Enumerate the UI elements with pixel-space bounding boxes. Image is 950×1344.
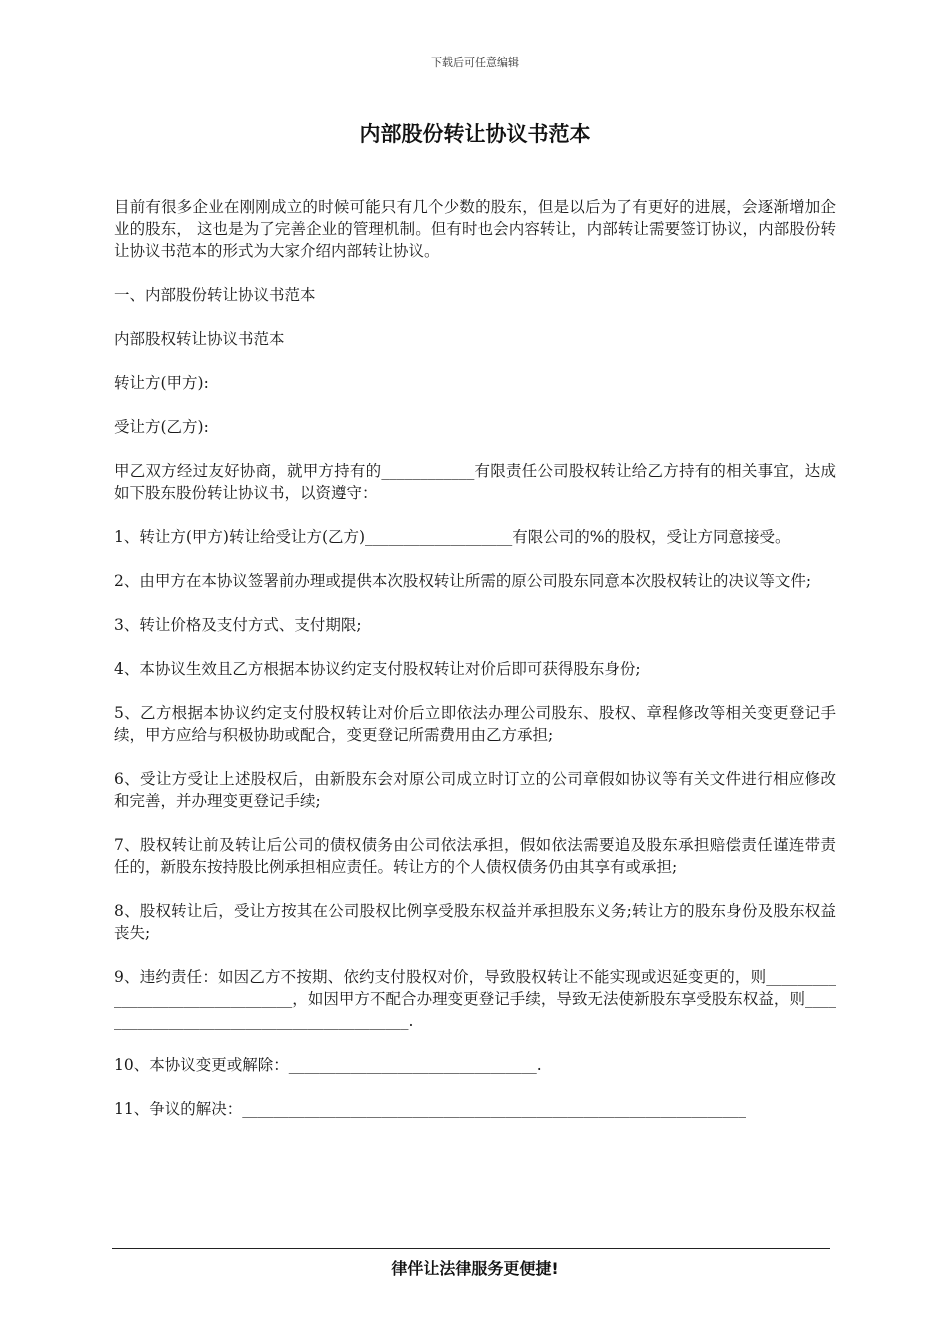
section-heading: 一、内部股份转让协议书范本 bbox=[114, 286, 316, 304]
clause-8: 8、股权转让后，受让方按其在公司股权比例享受股东权益并承担股东义务;转让方的股东身份及股东权益丧失; bbox=[114, 902, 836, 942]
clause-5: 5、乙方根据本协议约定支付股权转让对价后立即依法办理公司股东、股权、章程修改等相关变更登记手续，甲方应给与积极协助或配合，变更登记所需费用由乙方承担; bbox=[114, 704, 836, 744]
clause-2: 2、由甲方在本协议签署前办理或提供本次股权转让所需的原公司股东同意本次股权转让的决议等文件; bbox=[114, 572, 812, 590]
footer-divider bbox=[112, 1248, 830, 1249]
clause-11: 11、争议的解决：_________________________________________________________________ bbox=[114, 1100, 746, 1118]
transferee-line: 受让方(乙方): bbox=[114, 418, 209, 436]
header-note: 下载后可任意编辑 bbox=[431, 56, 519, 69]
transferor-line: 转让方(甲方): bbox=[114, 374, 209, 392]
clause-3: 3、转让价格及支付方式、支付期限; bbox=[114, 616, 362, 634]
intro-paragraph: 目前有很多企业在刚刚成立的时候可能只有几个少数的股东，但是以后为了有更好的进展，会逐渐增加企业的股东， 这也是为了完善企业的管理机制。但有时也会内容转让，内部转让需要签订协议，内部股份转让协议书范本的形式为大家介绍内部转让协议。 bbox=[114, 198, 836, 260]
clause-6: 6、受让方受让上述股权后，由新股东会对原公司成立时订立的公司章假如协议等有关文件进行相应修改和完善，并办理变更登记手续; bbox=[114, 770, 836, 810]
clause-10: 10、本协议变更或解除：________________________________. bbox=[114, 1056, 542, 1074]
preamble-paragraph: 甲乙双方经过友好协商，就甲方持有的____________有限责任公司股权转让给乙方持有的相关事宜，达成如下股东股份转让协议书，以资遵守： bbox=[114, 462, 836, 502]
document-title: 内部股份转让协议书范本 bbox=[359, 122, 591, 146]
clause-1: 1、转让方(甲方)转让给受让方(乙方)___________________有限公司的%的股权，受让方同意接受。 bbox=[114, 528, 791, 546]
clause-7: 7、股权转让前及转让后公司的债权债务由公司依法承担，假如依法需要追及股东承担赔偿责任谨连带责任的，新股东按持股比例承担相应责任。转让方的个人债权债务仍由其享有或承担; bbox=[114, 836, 836, 876]
document-body bbox=[114, 196, 836, 1120]
agreement-subtitle: 内部股权转让协议书范本 bbox=[114, 330, 285, 348]
footer-slogan: 律伴让法律服务更便捷! bbox=[391, 1259, 559, 1278]
clause-9: 9、违约责任：如因乙方不按期、依约支付股权对价，导致股权转让不能实现或迟延变更的，则________________________________，如因甲方不配合办理变更登记手续，导致无法使新股东享受股东权益，则__________________________________________. bbox=[114, 968, 836, 1030]
clause-4: 4、本协议生效且乙方根据本协议约定支付股权转让对价后即可获得股东身份; bbox=[114, 660, 641, 678]
